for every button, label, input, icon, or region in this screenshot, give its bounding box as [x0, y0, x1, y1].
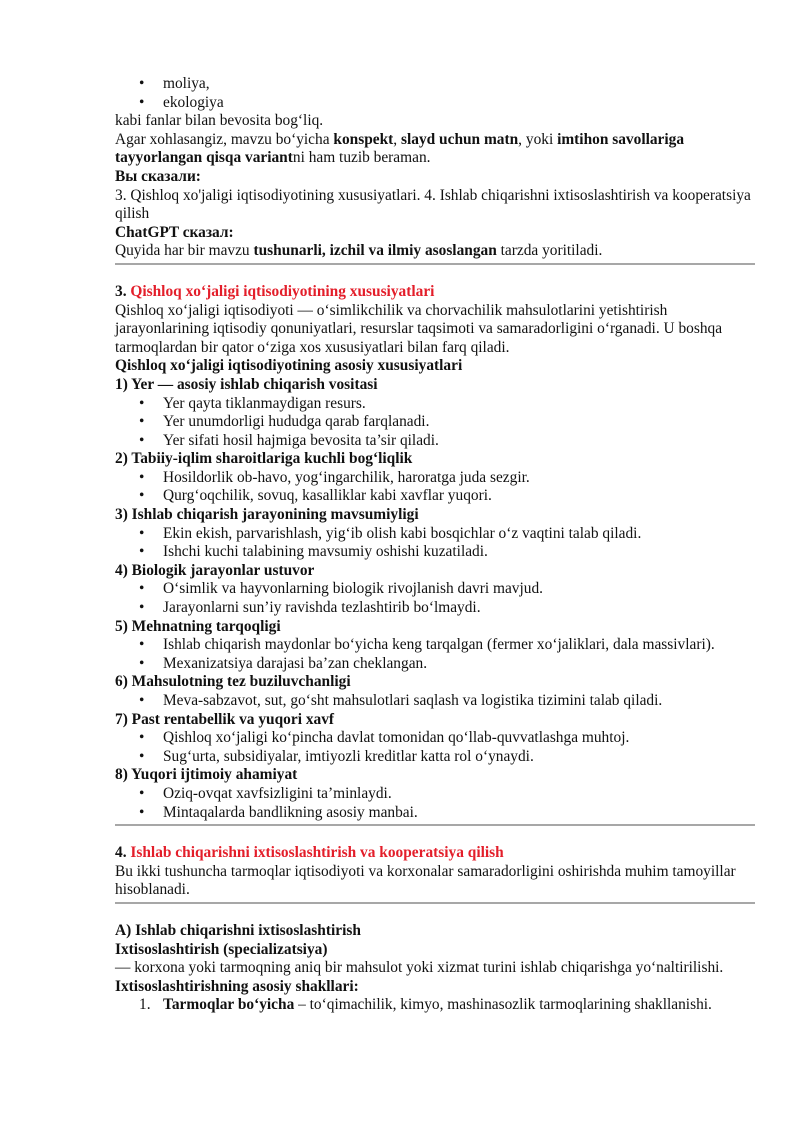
list-item: • Mexanizatsiya darajasi ba’zan cheklangan.	[115, 655, 755, 674]
bold-run: konspekt	[333, 130, 394, 148]
assistant-label-text: ChatGPT сказал:	[115, 223, 234, 241]
feature-heading	[115, 506, 755, 525]
list-item: • Oziq-ovqat xavfsizligini ta’minlaydi.	[115, 785, 755, 804]
list-item: • ekologiya	[115, 94, 755, 113]
user-label	[115, 168, 755, 187]
text-run: – to‘qimachilik, kimyo, mashinasozlik tarmoqlarining shakllanishi.	[294, 996, 712, 1014]
feature-heading	[115, 618, 755, 637]
list-item: • Meva-sabzavot, sut, go‘sht mahsulotlari saqlash va logistika tizimini talab qiladi.	[115, 692, 755, 711]
section-4-intro: Bu ikki tushuncha tarmoqlar iqtisodiyoti va korxonalar samaradorligini oshirishda muhim tamoyillar hisoblanadi.	[115, 862, 736, 899]
feature-heading-text: 6) Mahsulotning tez buziluvchanligi	[115, 673, 351, 691]
bold-run: imtihon savollariga tayyorlangan qisqa variant	[115, 130, 685, 167]
list-item: • moliya,	[115, 75, 755, 94]
text-run: ,	[393, 130, 401, 148]
feature-heading	[115, 673, 755, 692]
feature-bullets	[115, 636, 755, 673]
feature-bullets	[115, 785, 755, 822]
section-4-heading	[115, 844, 755, 863]
list-item: • Jarayonlarni sun’iy ravishda tezlashtirib bo‘lmaydi.	[115, 599, 755, 618]
feature-heading-text: 1) Yer — asosiy ishlab chiqarish vositasi	[115, 375, 378, 393]
text-run: Quyida har bir mavzu	[115, 242, 254, 260]
text-run: Agar xohlasangiz, mavzu bo‘yicha	[115, 130, 334, 148]
feature-bullets	[115, 469, 755, 506]
subsection-heading-text: A) Ishlab chiqarishni ixtisoslashtirish	[115, 921, 361, 939]
feature-heading	[115, 562, 755, 581]
subsection-a-heading	[115, 922, 755, 941]
list-number: 1.	[139, 996, 151, 1014]
bold-run: tushunarli, izchil va ilmiy asoslangan	[253, 242, 497, 260]
list-item: • Yer sifati hosil hajmiga bevosita ta’sir qiladi.	[115, 432, 755, 451]
section-3-intro: Qishloq xo‘jaligi iqtisodiyoti — o‘simlikchilik va chorvachilik mahsulotlarini yetishtirish jarayonlarining iqtisodiy qonuniyatlari, resurslar taqsimoti va samaradorligini o‘rganadi. U boshqa tarmoqlardan bir qator o‘ziga xos xususiyatlari bilan farq qiladi.	[115, 301, 723, 356]
feature-heading	[115, 450, 755, 469]
list-item: • Sug‘urta, subsidiyalar, imtiyozli kreditlar katta rol o‘ynaydi.	[115, 748, 755, 767]
user-message: 3. Qishloq xo'jaligi iqtisodiyotining xususiyatlari. 4. Ishlab chiqarishni ixtisoslashtirish va kooperatsiya qilish	[115, 186, 751, 223]
text-run: tarzda yoritiladi.	[496, 242, 603, 260]
list-item: • Ishchi kuchi talabining mavsumiy oshishi kuzatiladi.	[115, 543, 755, 562]
feature-heading-text: 5) Mehnatning tarqoqligi	[115, 617, 281, 635]
feature-heading-text: 8) Yuqori ijtimoiy ahamiyat	[115, 766, 298, 784]
subheading-text: Qishloq xo‘jaligi iqtisodiyotining asosiy xususiyatlari	[115, 357, 463, 375]
list-item: • O‘simlik va hayvonlarning biologik rivojlanish davri mavjud.	[115, 580, 755, 599]
section-3-subheading	[115, 357, 755, 376]
term-heading	[115, 941, 755, 960]
section-title: Ishlab chiqarishni ixtisoslashtirish va kooperatsiya qilish	[130, 844, 504, 862]
list-item: • Ishlab chiqarish maydonlar bo‘yicha keng tarqalgan (fermer xo‘jaliklari, dala massivlari).	[115, 636, 755, 655]
list-item: • Ekin ekish, parvarishlash, yig‘ib olish kabi bosqichlar o‘z vaqtini talab qiladi.	[115, 525, 755, 544]
section-3-heading	[115, 283, 755, 302]
text-run: ni ham tuzib beraman.	[292, 149, 431, 167]
term-definition: — korxona yoki tarmoqning aniq bir mahsulot yoki xizmat turini ishlab chiqarishga yo‘naltirilishi.	[115, 959, 724, 977]
term-text: Ixtisoslashtirish (specializatsiya)	[115, 940, 328, 958]
text-run: , yoki	[518, 130, 558, 148]
feature-bullets	[115, 729, 755, 766]
bold-run: Tarmoqlar bo‘yicha	[163, 996, 295, 1014]
list-item: • Yer unumdorligi hududga qarab farqlanadi.	[115, 413, 755, 432]
section-number: 3.	[115, 282, 131, 300]
feature-bullets	[115, 692, 755, 711]
feature-heading	[115, 711, 755, 730]
feature-bullets	[115, 580, 755, 617]
section-number: 4.	[115, 844, 131, 862]
feature-heading-text: 3) Ishlab chiqarish jarayonining mavsumiyligi	[115, 506, 419, 524]
feature-bullets	[115, 395, 755, 451]
list-item: • Qishloq xo‘jaligi ko‘pincha davlat tomonidan qo‘llab-quvvatlashga muhtoj.	[115, 729, 755, 748]
paragraph: kabi fanlar bilan bevosita bog‘liq.	[115, 112, 324, 130]
assistant-intro	[115, 242, 755, 261]
numbered-list-item	[115, 996, 755, 1015]
list-item: • Hosildorlik ob-havo, yog‘ingarchilik, haroratga juda sezgir.	[115, 469, 755, 488]
document-content	[115, 75, 755, 1015]
forms-list	[115, 996, 755, 1015]
feature-heading	[115, 376, 755, 395]
list-item: • Mintaqalarda bandlikning asosiy manbai.	[115, 804, 755, 823]
feature-bullets	[115, 525, 755, 562]
feature-heading-text: 4) Biologik jarayonlar ustuvor	[115, 561, 315, 579]
feature-heading-text: 7) Past rentabellik va yuqori xavf	[115, 710, 335, 728]
assistant-label	[115, 224, 755, 243]
user-label-text: Вы сказали:	[115, 167, 201, 185]
forms-heading	[115, 978, 755, 997]
feature-heading	[115, 766, 755, 785]
list-item: • Yer qayta tiklanmaydigan resurs.	[115, 395, 755, 414]
section-title: Qishloq xo‘jaligi iqtisodiyotining xususiyatlari	[130, 282, 435, 300]
feature-heading-text: 2) Tabiiy-iqlim sharoitlariga kuchli bog‘liqlik	[115, 450, 413, 468]
offer-paragraph	[115, 131, 755, 168]
intro-bullet-list	[115, 75, 755, 112]
bold-run: slayd uchun matn	[400, 130, 519, 148]
list-item: • Qurg‘oqchilik, sovuq, kasalliklar kabi xavflar yuqori.	[115, 487, 755, 506]
forms-heading-text: Ixtisoslashtirishning asosiy shakllari:	[115, 977, 359, 995]
